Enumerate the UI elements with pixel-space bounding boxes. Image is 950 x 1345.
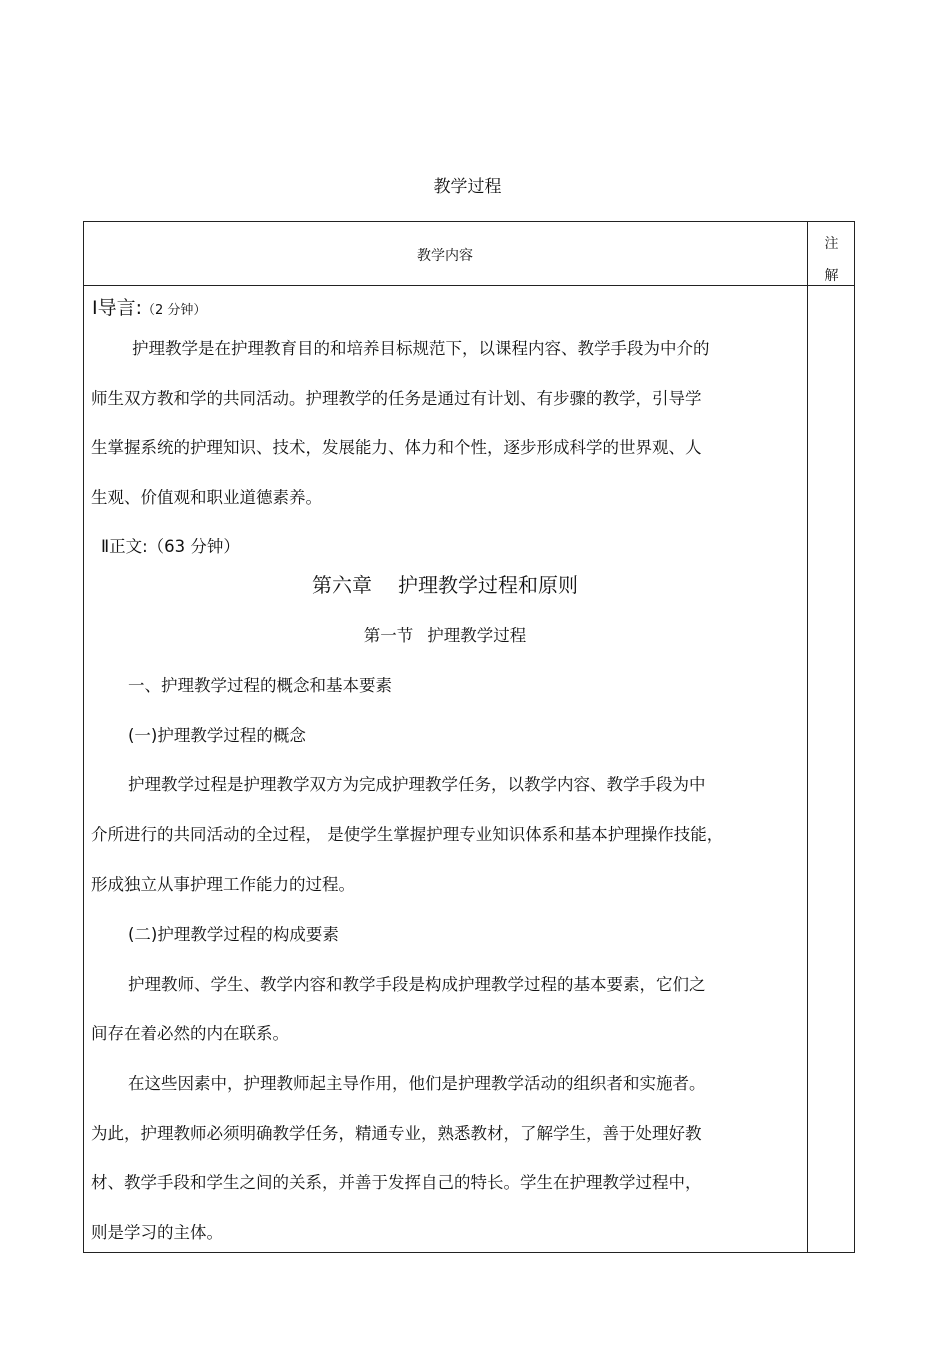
intro-heading (92, 293, 206, 320)
table-header-note-char-2: 解 (824, 268, 839, 284)
para-3-line-3: 材、教学手段和学生之间的关系，并善于发挥自己的特长。学生在护理教学过程中， (91, 1173, 702, 1192)
para-3-line-1: 在这些因素中，护理教师起主导作用，他们是护理教学活动的组织者和实施者。 (128, 1074, 706, 1093)
intro-heading-label: Ⅰ导言: (92, 297, 143, 319)
para-1-line-3: 形成独立从事护理工作能力的过程。 (91, 875, 355, 894)
section-title: 护理教学过程 (427, 626, 527, 645)
para-1-line-2: 介所进行的共同活动的全过程， 是使学生掌握护理专业知识体系和基本护理操作技能， (91, 825, 724, 844)
para-3-line-4: 则是学习的主体。 (91, 1223, 223, 1242)
intro-line-4: 生观、价值观和职业道德素养。 (91, 488, 322, 507)
table-header-content: 教学内容 (417, 248, 473, 264)
table-header-note (808, 228, 855, 292)
intro-line-3: 生掌握系统的护理知识、技术，发展能力、体力和个性，逐步形成科学的世界观、人 (91, 438, 702, 457)
para-2-line-2: 间存在着必然的内在联系。 (91, 1024, 289, 1043)
intro-duration: （2 分钟） (142, 303, 207, 318)
intro-line-1: 护理教学是在护理教育目的和培养目标规范下，以课程内容、教学手段为中介的 (132, 339, 710, 358)
section-heading (83, 622, 807, 646)
chapter-heading (83, 569, 807, 598)
section-number: 第一节 (363, 626, 414, 645)
para-3-line-2: 为此，护理教师必须明确教学任务，精通专业，熟悉教材，了解学生，善于处理好教 (91, 1124, 702, 1143)
chapter-title: 护理教学过程和原则 (398, 573, 578, 597)
body-heading: Ⅱ正文:（63 分钟） (101, 537, 240, 556)
heading-1-2: (二)护理教学过程的构成要素 (128, 925, 339, 944)
header-divider (83, 285, 855, 286)
chapter-number: 第六章 (312, 573, 372, 597)
table-header-note-char-1: 注 (824, 236, 839, 252)
intro-line-2: 师生双方教和学的共同活动。护理教学的任务是通过有计划、有步骤的教学，引导学 (91, 389, 702, 408)
heading-1: 一、护理教学过程的概念和基本要素 (128, 676, 392, 695)
para-2-line-1: 护理教师、学生、教学内容和教学手段是构成护理教学过程的基本要素，它们之 (128, 975, 706, 994)
page-title: 教学过程 (433, 177, 502, 197)
column-divider (807, 221, 808, 1253)
heading-1-1: (一)护理教学过程的概念 (128, 726, 306, 745)
para-1-line-1: 护理教学过程是护理教学双方为完成护理教学任务，以教学内容、教学手段为中 (128, 775, 706, 794)
